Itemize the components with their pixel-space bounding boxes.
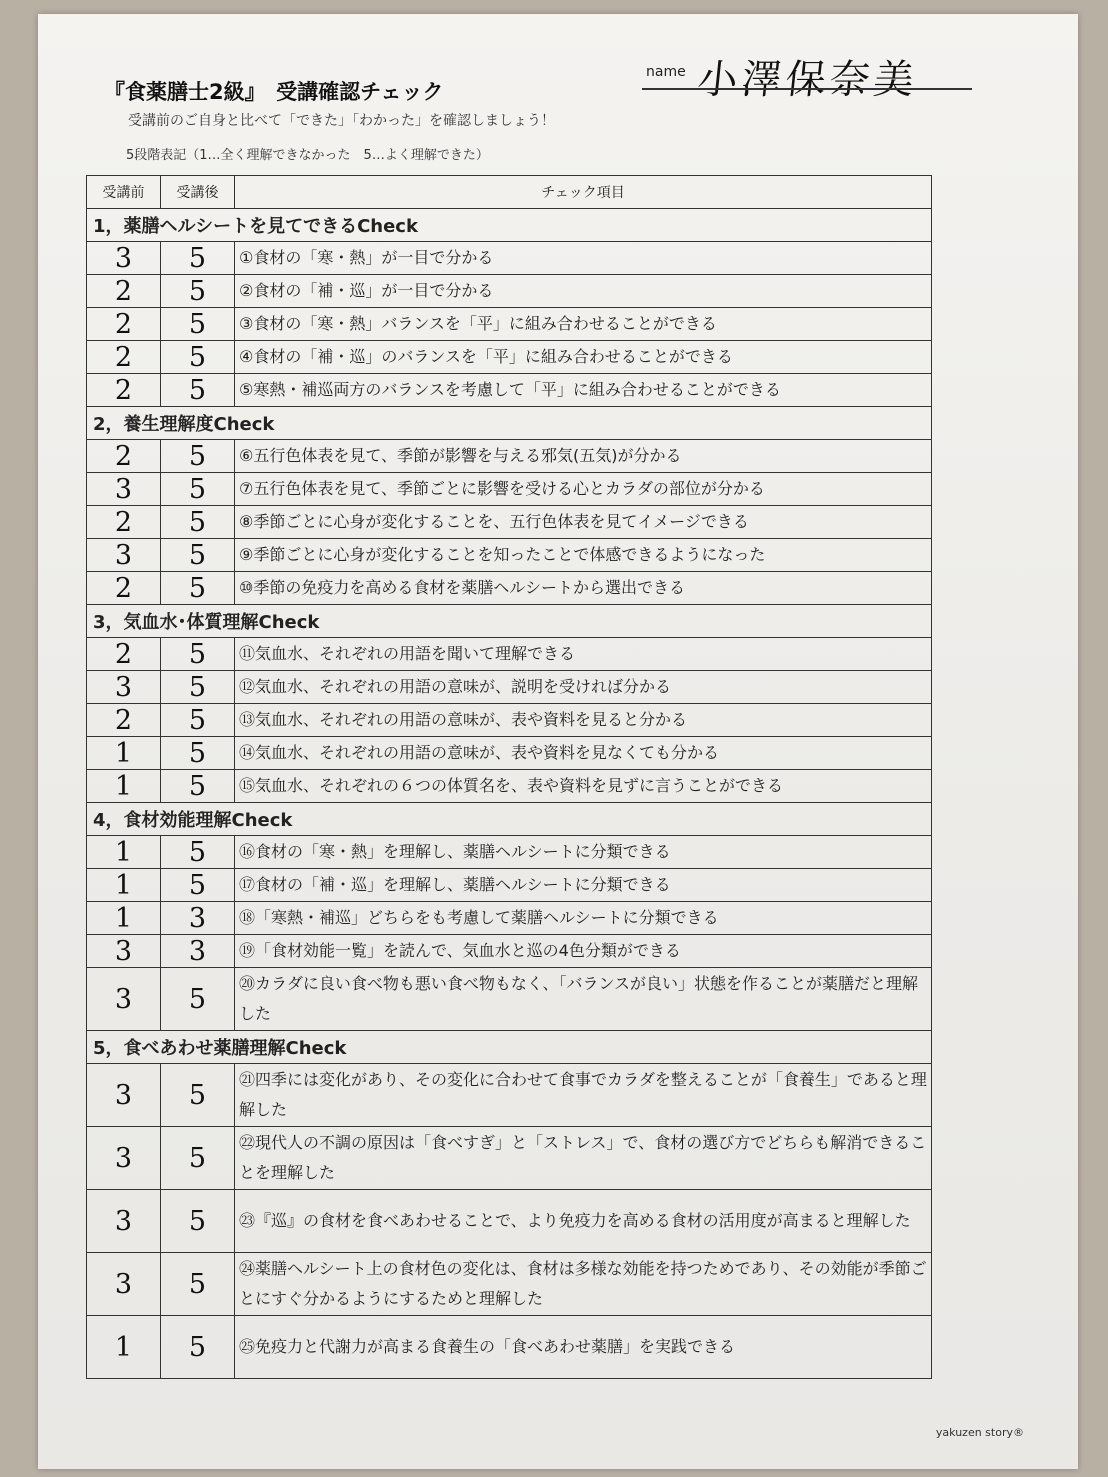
brand-footer: yakuzen story® [935, 1426, 1024, 1439]
name-field [642, 54, 972, 104]
check-item-text: ⑲「食材効能一覧」を読んで、気血水と巡の4色分類ができる [235, 935, 932, 968]
table-row [87, 572, 932, 605]
table-row [87, 440, 932, 473]
table-row [87, 1127, 932, 1190]
section-header [87, 803, 932, 836]
check-item-text: ⑯食材の「寒・熱」を理解し、薬膳ヘルシートに分類できる [235, 836, 932, 869]
score-after: 5 [161, 1316, 235, 1379]
section-title: 4，食材効能理解Check [87, 803, 932, 836]
name-underline [642, 88, 972, 90]
score-after: 5 [161, 770, 235, 803]
score-after: 5 [161, 308, 235, 341]
score-after: 5 [161, 704, 235, 737]
score-before: 3 [87, 1190, 161, 1253]
table-body [87, 209, 932, 1379]
score-after: 5 [161, 836, 235, 869]
check-item-text: ㉔薬膳ヘルシート上の食材色の変化は、食材は多様な効能を持つためであり、その効能が季節ごとにすぐ分かるようにするためと理解した [235, 1253, 932, 1316]
score-after: 5 [161, 1253, 235, 1316]
score-before: 1 [87, 1316, 161, 1379]
score-before: 1 [87, 836, 161, 869]
score-after: 5 [161, 671, 235, 704]
score-after: 5 [161, 473, 235, 506]
score-before: 3 [87, 671, 161, 704]
check-item-text: ㉕免疫力と代謝力が高まる食養生の「食べあわせ薬膳」を実践できる [235, 1316, 932, 1379]
score-before: 3 [87, 539, 161, 572]
score-before: 1 [87, 770, 161, 803]
check-item-text: ⑭気血水、それぞれの用語の意味が、表や資料を見なくても分かる [235, 737, 932, 770]
score-after: 5 [161, 1064, 235, 1127]
handwritten-signature: 小澤保奈美 [695, 57, 921, 103]
score-before: 2 [87, 704, 161, 737]
score-after: 5 [161, 242, 235, 275]
table-row [87, 935, 932, 968]
table-row [87, 836, 932, 869]
table-row [87, 242, 932, 275]
section-header [87, 407, 932, 440]
table-row [87, 473, 932, 506]
check-item-text: ⑩季節の免疫力を高める食材を薬膳ヘルシートから選出できる [235, 572, 932, 605]
score-after: 5 [161, 275, 235, 308]
check-item-text: ⑨季節ごとに心身が変化することを知ったことで体感できるようになった [235, 539, 932, 572]
score-before: 3 [87, 1253, 161, 1316]
section-title: 1，薬膳ヘルシートを見てできるCheck [87, 209, 932, 242]
check-item-text: ⑮気血水、それぞれの６つの体質名を、表や資料を見ずに言うことができる [235, 770, 932, 803]
check-item-text: ㉓『巡』の食材を食べあわせることで、より免疫力を高める食材の活用度が高まると理解した [235, 1190, 932, 1253]
check-item-text: ②食材の「補・巡」が一目で分かる [235, 275, 932, 308]
score-before: 2 [87, 275, 161, 308]
table-row [87, 275, 932, 308]
check-item-text: ㉒現代人の不調の原因は「食べすぎ」と「ストレス」で、食材の選び方でどちらも解消できることを理解した [235, 1127, 932, 1190]
score-before: 2 [87, 638, 161, 671]
score-after: 5 [161, 869, 235, 902]
score-after: 5 [161, 374, 235, 407]
score-after: 5 [161, 968, 235, 1031]
intro-text: 受講前のご自身と比べて「できた」「わかった」を確認しましょう！ [128, 113, 555, 129]
table-row [87, 869, 932, 902]
score-before: 2 [87, 308, 161, 341]
score-after: 5 [161, 572, 235, 605]
table-row [87, 506, 932, 539]
section-header [87, 209, 932, 242]
table-row [87, 737, 932, 770]
name-label: name [646, 64, 686, 80]
score-before: 2 [87, 506, 161, 539]
section-title: 5，食べあわせ薬膳理解Check [87, 1031, 932, 1064]
score-before: 2 [87, 572, 161, 605]
check-item-text: ④食材の「補・巡」のバランスを「平」に組み合わせることができる [235, 341, 932, 374]
score-after: 5 [161, 539, 235, 572]
table-row [87, 1316, 932, 1379]
section-header [87, 605, 932, 638]
score-before: 3 [87, 473, 161, 506]
score-after: 5 [161, 1127, 235, 1190]
table-row [87, 341, 932, 374]
table-row [87, 638, 932, 671]
check-item-text: ①食材の「寒・熱」が一目で分かる [235, 242, 932, 275]
scale-note: 5段階表記（1…全く理解できなかった 5…よく理解できた） [126, 148, 489, 163]
header-after: 受講後 [161, 176, 235, 209]
header-item: チェック項目 [235, 176, 932, 209]
check-item-text: ⑬気血水、それぞれの用語の意味が、表や資料を見ると分かる [235, 704, 932, 737]
score-after: 3 [161, 902, 235, 935]
score-before: 3 [87, 935, 161, 968]
check-item-text: ⑪気血水、それぞれの用語を聞いて理解できる [235, 638, 932, 671]
table-row [87, 704, 932, 737]
table-row [87, 1190, 932, 1253]
score-after: 5 [161, 1190, 235, 1253]
table-row [87, 902, 932, 935]
check-item-text: ⑫気血水、それぞれの用語の意味が、説明を受ければ分かる [235, 671, 932, 704]
check-table [86, 175, 932, 1379]
section-header [87, 1031, 932, 1064]
score-after: 5 [161, 440, 235, 473]
table-header-row [87, 176, 932, 209]
section-title: 2，養生理解度Check [87, 407, 932, 440]
score-before: 3 [87, 242, 161, 275]
score-before: 3 [87, 1064, 161, 1127]
table-row [87, 308, 932, 341]
score-after: 5 [161, 638, 235, 671]
score-before: 1 [87, 869, 161, 902]
table-row [87, 1064, 932, 1127]
section-title: 3，気血水･体質理解Check [87, 605, 932, 638]
check-item-text: ⑤寒熱・補巡両方のバランスを考慮して「平」に組み合わせることができる [235, 374, 932, 407]
page-title: 『食薬膳士2級』 受講確認チェック [104, 80, 444, 104]
check-item-text: ⑱「寒熱・補巡」どちらをも考慮して薬膳ヘルシートに分類できる [235, 902, 932, 935]
table-row [87, 374, 932, 407]
check-item-text: ㉑四季には変化があり、その変化に合わせて食事でカラダを整えることが「食養生」であると理解した [235, 1064, 932, 1127]
score-before: 3 [87, 1127, 161, 1190]
score-before: 2 [87, 341, 161, 374]
score-before: 2 [87, 440, 161, 473]
score-after: 3 [161, 935, 235, 968]
score-after: 5 [161, 506, 235, 539]
check-item-text: ⑥五行色体表を見て、季節が影響を与える邪気(五気)が分かる [235, 440, 932, 473]
table-row [87, 671, 932, 704]
score-before: 1 [87, 737, 161, 770]
table-row [87, 539, 932, 572]
score-before: 2 [87, 374, 161, 407]
score-before: 1 [87, 902, 161, 935]
score-after: 5 [161, 737, 235, 770]
check-item-text: ⑧季節ごとに心身が変化することを、五行色体表を見てイメージできる [235, 506, 932, 539]
score-after: 5 [161, 341, 235, 374]
check-item-text: ⑳カラダに良い食べ物も悪い食べ物もなく、「バランスが良い」状態を作ることが薬膳だと理解した [235, 968, 932, 1031]
score-before: 3 [87, 968, 161, 1031]
table-row [87, 770, 932, 803]
table-row [87, 1253, 932, 1316]
check-item-text: ⑰食材の「補・巡」を理解し、薬膳ヘルシートに分類できる [235, 869, 932, 902]
check-item-text: ⑦五行色体表を見て、季節ごとに影響を受ける心とカラダの部位が分かる [235, 473, 932, 506]
table-row [87, 968, 932, 1031]
check-item-text: ③食材の「寒・熱」バランスを「平」に組み合わせることができる [235, 308, 932, 341]
header-before: 受講前 [87, 176, 161, 209]
